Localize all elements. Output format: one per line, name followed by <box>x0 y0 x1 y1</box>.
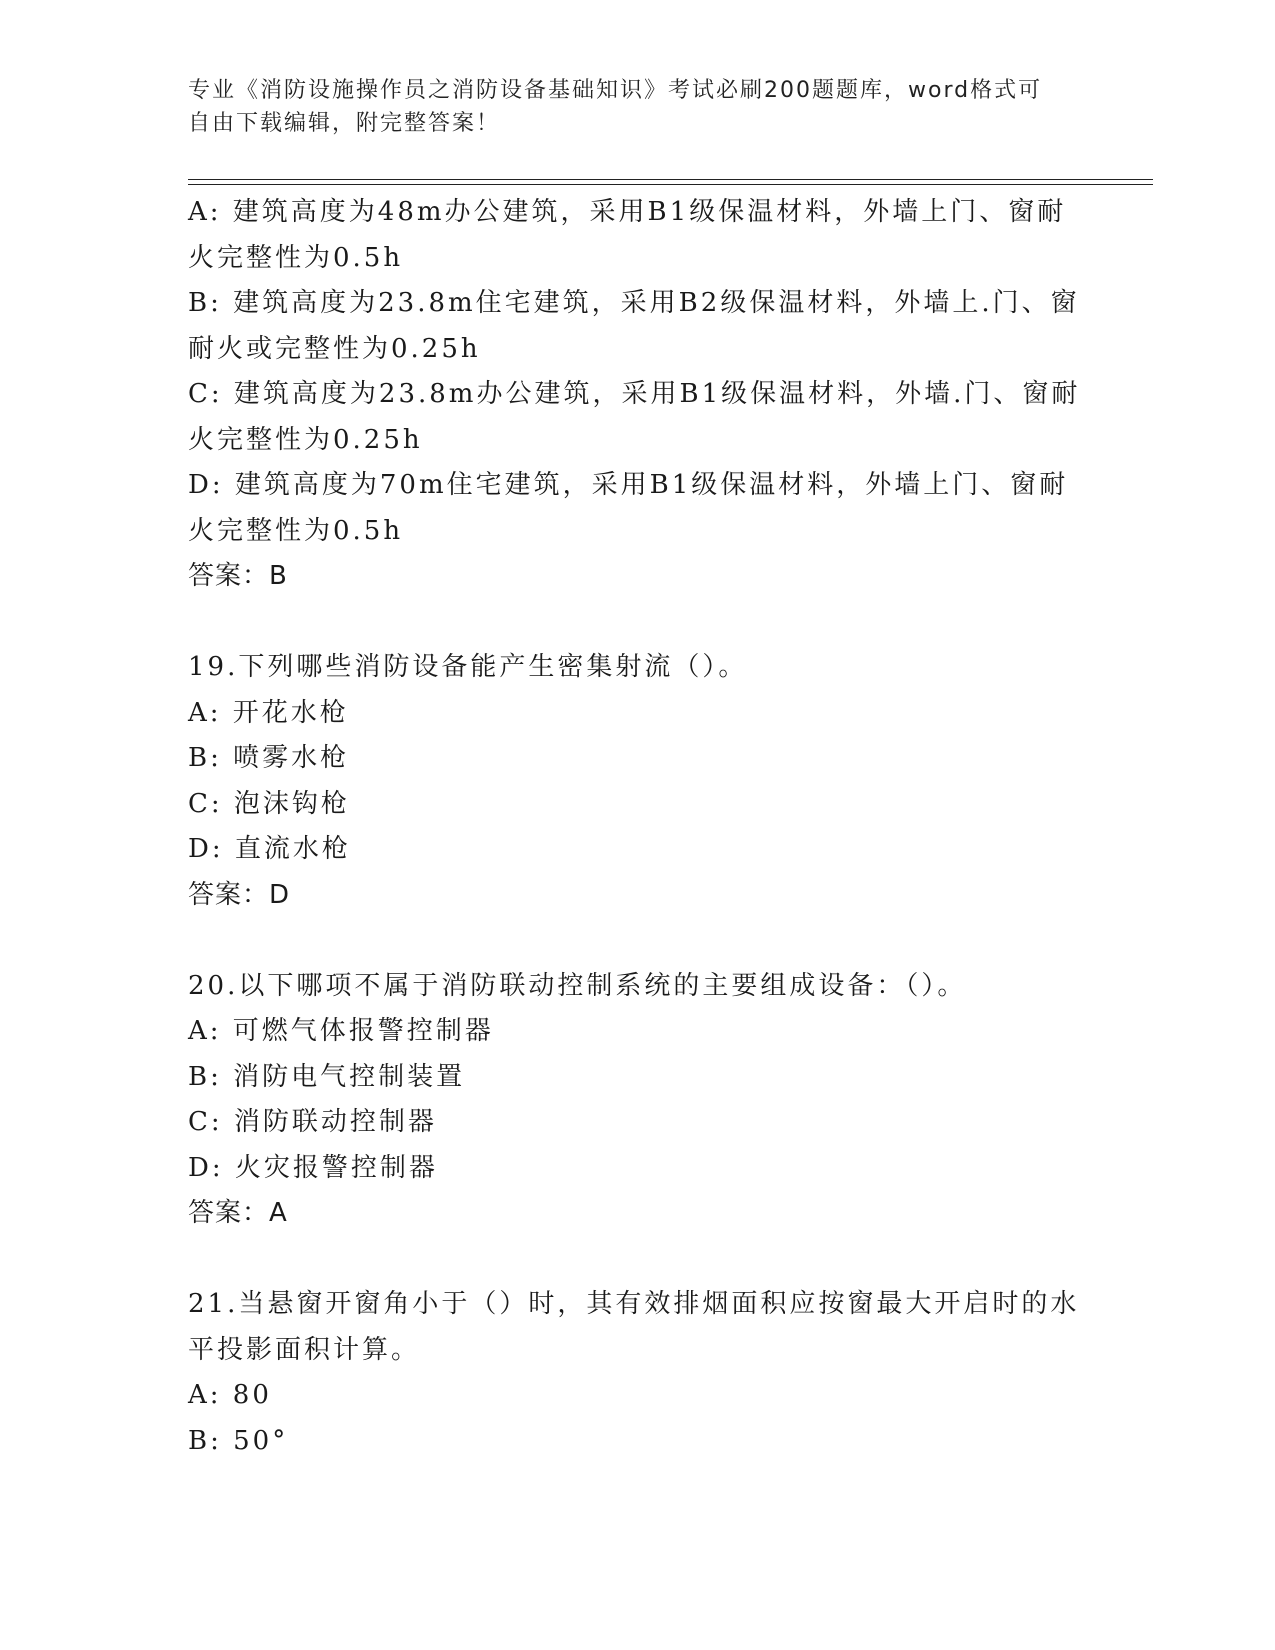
question-text: 20.以下哪项不属于消防联动控制系统的主要组成设备：（）。 <box>188 970 967 1001</box>
option-b: B: 50° <box>188 1425 289 1456</box>
option-a: A: 80 <box>188 1380 272 1410</box>
header-divider-top <box>188 179 1153 180</box>
answer-text: 答案：A <box>188 1198 288 1228</box>
question-text: 19.下列哪些消防设备能产生密集射流（）。 <box>188 652 748 682</box>
spacer <box>188 600 1088 646</box>
question-19-block <box>188 645 1088 918</box>
header-line-2: 自由下载编辑，附完整答案！ <box>188 111 501 136</box>
question-21-block <box>188 1282 1088 1464</box>
question-20-block <box>188 964 1088 1237</box>
option-d-line-1: D: 建筑高度为70m住宅建筑，采用B1级保温材料，外墙上门、窗耐 <box>188 470 1069 500</box>
answer-text: 答案：B <box>188 561 288 591</box>
document-header <box>188 74 1088 140</box>
header-divider-bottom <box>188 184 1153 185</box>
question-18-block <box>188 190 1088 600</box>
spacer <box>188 1237 1088 1283</box>
answer-text: 答案：D <box>188 879 291 910</box>
option-b-line-2: 耐火或完整性为0.25h <box>188 333 481 364</box>
option-a-line-1: A: 建筑高度为48m办公建筑，采用B1级保温材料，外墙上门、窗耐 <box>188 197 1067 227</box>
option-b-line-1: B: 建筑高度为23.8m住宅建筑，采用B2级保温材料，外墙上.门、窗 <box>188 288 1080 318</box>
option-c: C: 泡沫钩枪 <box>188 788 350 819</box>
option-d-line-2: 火完整性为0.5h <box>188 515 404 546</box>
spacer <box>188 918 1088 964</box>
option-c-line-2: 火完整性为0.25h <box>188 424 423 455</box>
option-b: B: 消防电气控制装置 <box>188 1061 466 1092</box>
option-d: D: 火灾报警控制器 <box>188 1152 438 1183</box>
question-text-line-2: 平投影面积计算。 <box>188 1334 421 1365</box>
option-d: D: 直流水枪 <box>188 834 351 864</box>
option-a-line-2: 火完整性为0.5h <box>188 242 404 273</box>
option-c: C: 消防联动控制器 <box>188 1107 437 1137</box>
header-line-1: 专业《消防设施操作员之消防设备基础知识》考试必刷200题题库，word格式可 <box>188 78 1043 103</box>
option-b: B: 喷雾水枪 <box>188 743 350 773</box>
option-a: A: 开花水枪 <box>188 697 349 728</box>
question-content <box>188 190 1088 1464</box>
option-a: A: 可燃气体报警控制器 <box>188 1016 494 1046</box>
option-c-line-1: C: 建筑高度为23.8m办公建筑，采用B1级保温材料，外墙.门、窗耐 <box>188 379 1081 409</box>
question-text-line-1: 21.当悬窗开窗角小于（）时，其有效排烟面积应按窗最大开启时的水 <box>188 1289 1080 1319</box>
